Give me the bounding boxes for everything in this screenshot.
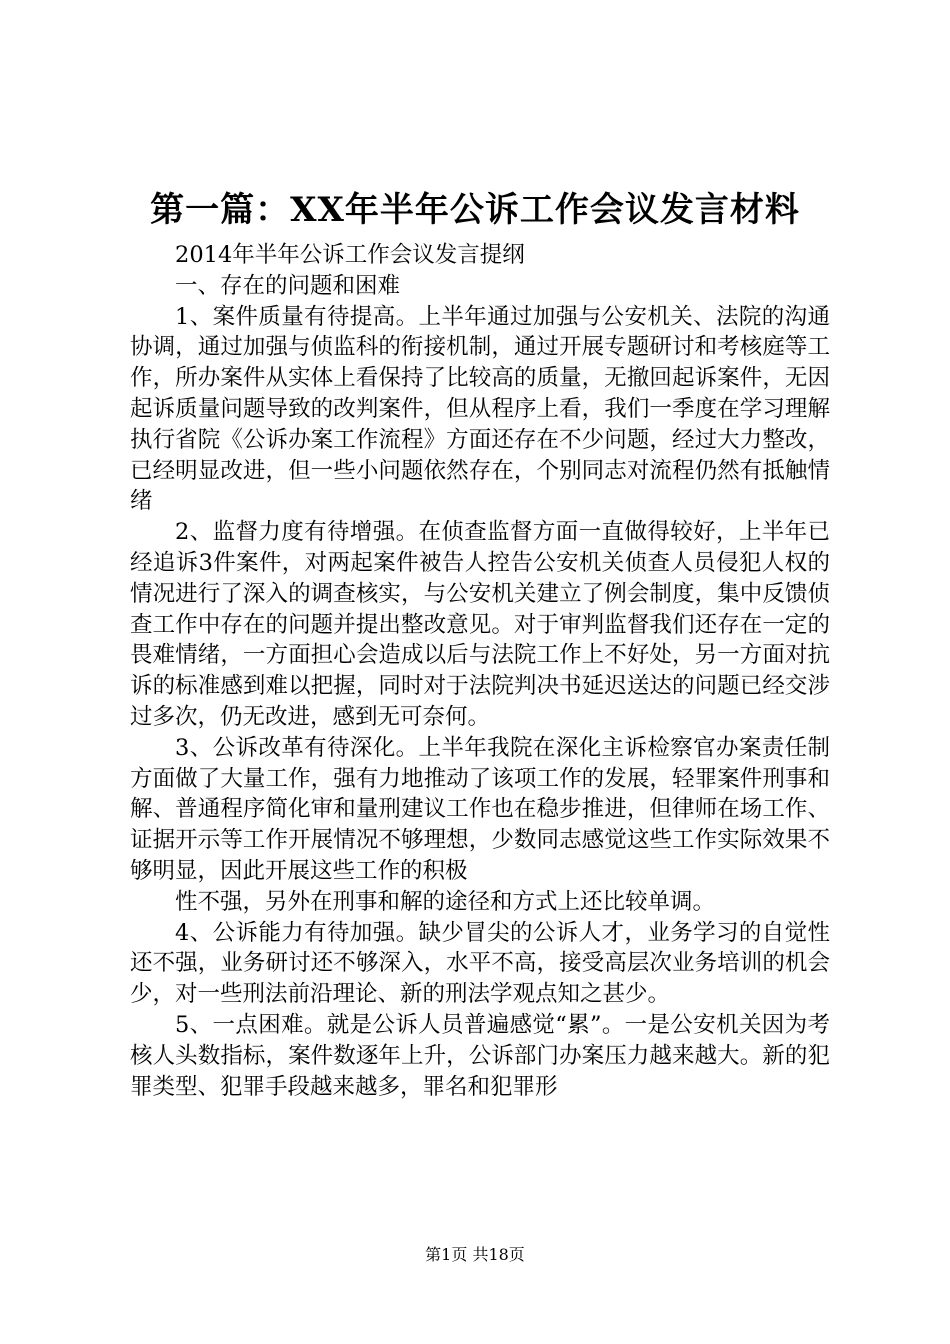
paragraph-difficulty: 5、一点困难。就是公诉人员普遍感觉“累”。一是公安机关因为考核人头数指标，案件数逐年上升，公诉部门办案压力越来越大。新的犯罪类型、犯罪手段越来越多，罪名和犯罪形 (130, 1011, 830, 1100)
outline-heading: 2014年半年公诉工作会议发言提纲 (175, 242, 525, 268)
paragraph-reform-continued: 性不强，另外在刑事和解的途径和方式上还比较单调。 (175, 888, 716, 915)
section-heading: 一、存在的问题和困难 (175, 272, 401, 299)
document-title: 第一篇：XX年半年公诉工作会议发言材料 (150, 190, 800, 230)
paragraph-supervision: 2、监督力度有待增强。在侦查监督方面一直做得较好，上半年已经追诉3件案件，对两起案件被告人控告公安机关侦查人员侵犯人权的情况进行了深入的调查核实，与公安机关建立了例会制度，集中反馈侦查工作中存在的问题并提出整改意见。对于审判监督我们还存在一定的畏难情绪，一方面担心会造成以后与法院工作上不好处，另一方面对抗诉的标准感到难以把握，同时对于法院判决书延迟送达的问题已经交涉过多次，仍无改进，感到无可奈何。 (130, 519, 830, 730)
paragraph-case-quality: 1、案件质量有待提高。上半年通过加强与公安机关、法院的沟通协调，通过加强与侦监科的衔接机制，通过开展专题研讨和考核庭等工作，所办案件从实体上看保持了比较高的质量，无撤回起诉案件，无因起诉质量问题导致的改判案件，但从程序上看，我们一季度在学习理解执行省院《公诉办案工作流程》方面还存在不少问题，经过大力整改，已经明显改进，但一些小问题依然存在，个别同志对流程仍然有抵触情绪 (130, 303, 830, 515)
document-body (130, 240, 830, 1102)
paragraph-capability: 4、公诉能力有待加强。缺少冒尖的公诉人才，业务学习的自觉性还不强，业务研讨还不够深入，水平不高，接受高层次业务培训的机会少，对一些刑法前沿理论、新的刑法学观点知之甚少。 (130, 919, 830, 1008)
page-number-footer: 第1页 共18页 (425, 1245, 525, 1264)
paragraph-reform: 3、公诉改革有待深化。上半年我院在深化主诉检察官办案责任制方面做了大量工作，强有力地推动了该项工作的发展，轻罪案件刑事和解、普通程序简化审和量刑建议工作也在稳步推进，但律师在场工作、证据开示等工作开展情况不够理想，少数同志感觉这些工作实际效果不够明显，因此开展这些工作的积极 (130, 734, 830, 884)
